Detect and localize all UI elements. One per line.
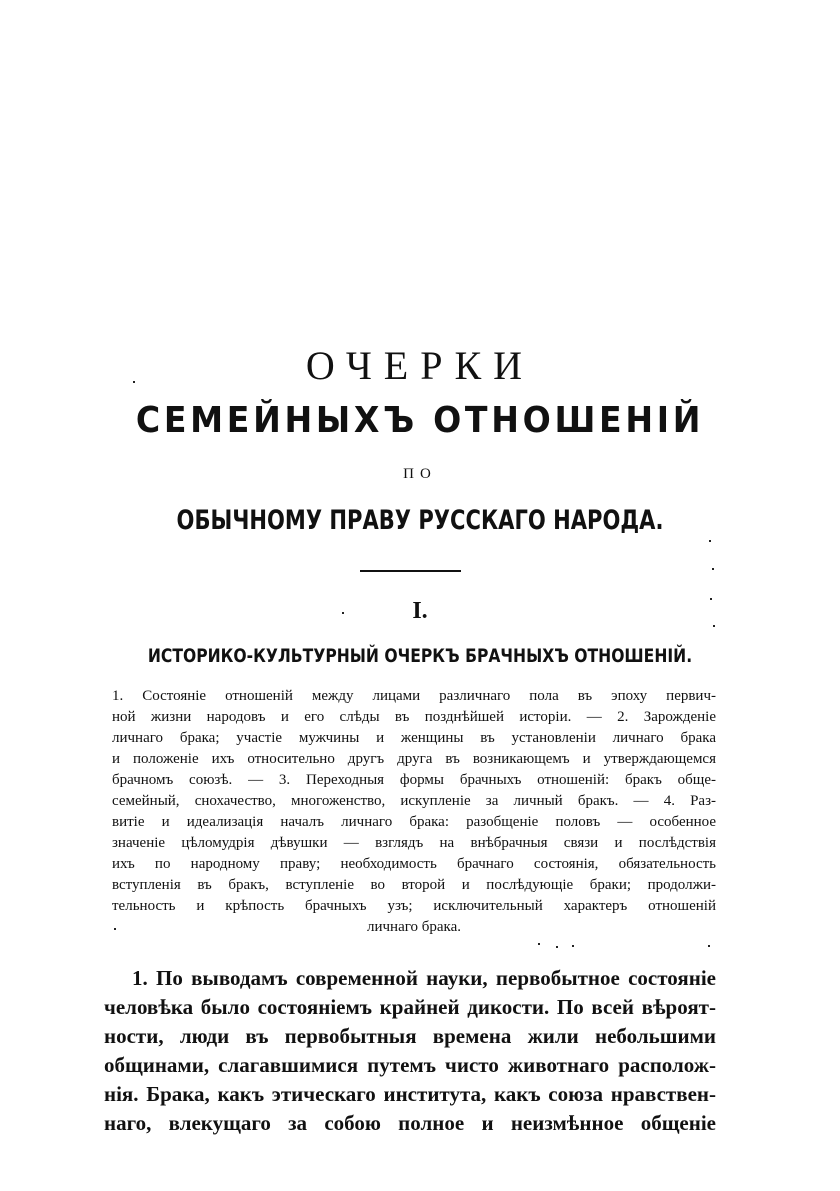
summary-line: 1. Состояніе отношеній между лицами различнаго пола въ эпоху первич- xyxy=(112,688,716,704)
scan-speck xyxy=(709,540,711,542)
body-line: человѣка было состояніемъ крайней дикости. По всей вѣроят- xyxy=(104,995,716,1019)
body-line: общинами, слагавшимися путемъ чисто животнаго располож- xyxy=(104,1053,716,1077)
scan-speck xyxy=(133,381,135,383)
summary-line: и положеніе ихъ относительно другъ друга въ возникающемъ и утверждающемся xyxy=(112,751,716,767)
summary-line: тельность и крѣпость брачныхъ узъ; исключительный характеръ отношеній xyxy=(112,898,716,914)
chapter-summary xyxy=(112,686,716,938)
chapter-number: I. xyxy=(412,598,428,624)
summary-line: значеніе цѣломудрія дѣвушки — взглядъ на внѣбрачныя связи и послѣдствія xyxy=(112,835,716,851)
title-divider-rule xyxy=(360,570,461,572)
body-line: 1. По выводамъ современной науки, первобытное состояніе xyxy=(132,966,716,990)
scan-speck xyxy=(342,612,344,614)
summary-line: витіе и идеализація началъ личнаго брака: разобщеніе половъ — особенное xyxy=(112,814,716,830)
chapter-heading: ИСТОРИКО-КУЛЬТУРНЫЙ ОЧЕРКЪ БРАЧНЫХЪ ОТНОШЕНІЙ. xyxy=(147,645,693,667)
body-line: наго, влекущаго за собою полное и неизмѣнное общеніе xyxy=(104,1111,716,1135)
scan-speck xyxy=(713,625,715,627)
body-line: ности, люди въ первобытныя времена жили небольшими xyxy=(104,1024,716,1048)
scan-speck xyxy=(538,943,540,945)
summary-line: ихъ по народному праву; необходимость брачнаго состоянія, обязательность xyxy=(112,856,716,872)
title-line-customary-law: ОБЫЧНОМУ ПРАВУ РУССКАГО НАРОДА. xyxy=(176,505,664,536)
scan-speck xyxy=(572,945,574,947)
scan-speck xyxy=(556,946,558,948)
title-line-po: ПО xyxy=(403,466,437,482)
summary-line: личнаго брака. xyxy=(366,919,462,935)
summary-line: ной жизни народовъ и его слѣды въ позднѣйшей исторіи. — 2. Зарожденіе xyxy=(112,709,716,725)
title-line-family-relations: СЕМЕЙНЫХЪ ОТНОШЕНІЙ xyxy=(135,400,705,441)
title-line-ocherki: ОЧЕРКИ xyxy=(305,343,535,388)
scan-speck xyxy=(114,928,116,930)
scan-speck xyxy=(708,945,710,947)
summary-line: брачномъ союзѣ. — 3. Переходныя формы брачныхъ отношеній: бракъ обще- xyxy=(112,772,716,788)
scan-speck xyxy=(710,598,712,600)
body-text xyxy=(104,964,716,1138)
summary-line: личнаго брака; участіе мужчины и женщины въ установленіи личнаго брака xyxy=(112,730,716,746)
body-line: нія. Брака, какъ этическаго института, какъ союза нравствен- xyxy=(104,1082,716,1106)
summary-line: семейный, снохачество, многоженство, искупленіе за личный бракъ. — 4. Раз- xyxy=(112,793,716,809)
summary-line: вступленія въ бракъ, вступленіе во второй и послѣдующіе браки; продолжи- xyxy=(112,877,716,893)
scan-speck xyxy=(712,568,714,570)
